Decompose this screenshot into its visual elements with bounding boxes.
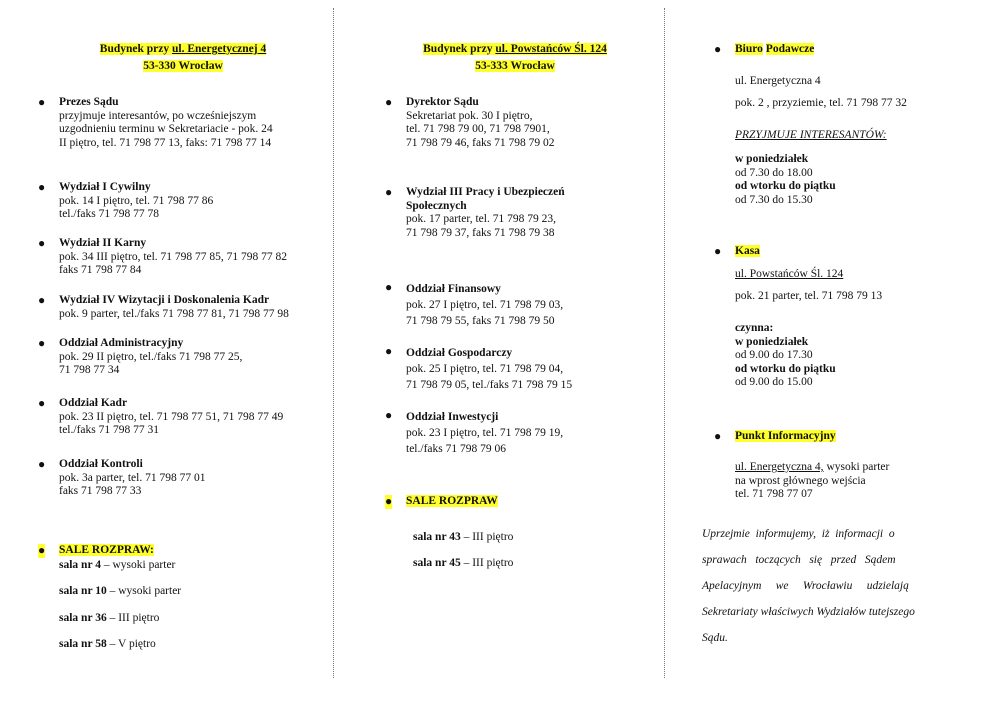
item-line: faks 71 798 77 84 (59, 264, 142, 276)
list-item (385, 96, 555, 150)
hours-line: w poniedziałek (735, 153, 809, 165)
sale-rozpraw-section (385, 495, 498, 509)
item-title: Prezes Sądu (59, 96, 119, 108)
bullet-icon: ● (385, 280, 393, 294)
item-line: pok. 23 I piętro, tel. 71 798 79 19, (406, 427, 564, 439)
bullet-icon: ● (714, 244, 722, 258)
sala-floor: – III piętro (106, 611, 160, 624)
bullet-icon: ● (38, 396, 46, 410)
item-line: pok. 3a parter, tel. 71 798 77 01 (59, 471, 206, 484)
info-line: Sekretariaty właściwych Wydziałów tutejszego (702, 606, 915, 618)
item-title-cont: Społecznych (406, 199, 467, 212)
col1-header-street: ul. Energetycznej 4 (172, 43, 267, 55)
item-line: uzgodnieniu terminu w Sekretariacie - pok. 24 (59, 123, 273, 135)
bullet-icon: ● (385, 408, 393, 422)
list-item (38, 397, 283, 438)
item-line: tel. 71 798 79 00, 71 798 7901, (406, 123, 550, 135)
item-line: 71 798 79 46, faks 71 798 79 02 (406, 136, 555, 149)
hours-line: czynna: (735, 322, 774, 334)
bullet-icon: ● (38, 293, 46, 307)
sale-rozpraw-section (38, 544, 181, 652)
hours-line: od 7.30 do 15.30 (735, 193, 813, 206)
item-line: pok. 23 II piętro, tel. 71 798 77 51, 71 798 77 49 (59, 410, 284, 423)
kasa-address: ul. Powstańców Śl. 124 (735, 268, 844, 280)
list-item (38, 181, 213, 222)
biuro-hours (735, 153, 836, 207)
biuro-address: ul. Energetyczna 4 (735, 75, 821, 87)
item-line: tel./faks 71 798 77 78 (59, 208, 159, 220)
item-title: Wydział IV Wizytacji i Doskonalenia Kadr (59, 294, 270, 306)
item-line: faks 71 798 77 33 (59, 485, 142, 497)
list-item (385, 409, 563, 457)
bullet-icon: ● (385, 185, 393, 199)
bullet-icon: ● (714, 429, 722, 443)
item-line: Sekretariat pok. 30 I piętro, (406, 109, 533, 122)
item-line: II piętro, tel. 71 798 77 13, faks: 71 798 77 14 (59, 136, 272, 149)
bullet-icon: ● (38, 457, 46, 471)
column-info (702, 0, 954, 702)
kasa-hours (735, 322, 836, 390)
list-item (38, 458, 205, 499)
item-line: 71 798 77 34 (59, 364, 120, 376)
col2-header-prefix: Budynek przy (423, 43, 496, 55)
sala-row (413, 557, 513, 571)
bullet-icon: ● (385, 494, 393, 508)
info-line: Sądu. (702, 632, 728, 644)
bullet-icon: ● (38, 180, 46, 194)
biuro-room: pok. 2 , przyziemie, tel. 71 798 77 32 (735, 97, 907, 109)
col1-header-prefix: Budynek przy (99, 43, 172, 55)
bullet-icon: ● (714, 42, 722, 56)
column-energetyczna (38, 0, 328, 702)
bullet-icon: ● (38, 236, 46, 250)
bullet-icon: ● (38, 336, 46, 350)
item-title: Dyrektor Sądu (406, 96, 479, 108)
item-title: Wydział III Pracy i Ubezpieczeń (406, 186, 565, 198)
item-line: 71 798 79 05, tel./faks 71 798 79 15 (406, 379, 573, 391)
item-line: pok. 9 parter, tel./faks 71 798 77 81, 71 798 77 98 (59, 307, 289, 320)
hours-line: od 9.00 do 17.30 (735, 349, 813, 361)
sala-floor: – III piętro (460, 531, 514, 543)
list-item (38, 237, 287, 278)
punkt-title: Punkt Informacyjny (735, 430, 836, 442)
column-divider-left (333, 8, 334, 678)
hours-line: od wtorku do piątku (735, 180, 836, 192)
item-line: pok. 14 I piętro, tel. 71 798 77 86 (59, 194, 214, 207)
col2-header (395, 41, 635, 75)
sala-number: sala nr 10 (59, 585, 107, 597)
col2-header-city: 53-333 Wrocław (475, 60, 555, 72)
sala-floor: – wysoki parter (106, 585, 182, 597)
kasa-title: Kasa (735, 245, 760, 257)
col2-header-line1 (423, 43, 607, 55)
item-line: pok. 25 I piętro, tel. 71 798 79 04, (406, 363, 564, 375)
hours-line: od wtorku do piątku (735, 362, 836, 375)
col1-header (78, 41, 288, 75)
info-paragraph (702, 521, 952, 651)
column-powstancow (385, 0, 660, 702)
item-line: tel./faks 71 798 77 31 (59, 424, 159, 436)
sale-rozpraw-title: SALE ROZPRAW: (59, 544, 154, 556)
punkt-line: na wprost głównego wejścia (735, 474, 866, 487)
sala-floor: – wysoki parter (100, 558, 176, 571)
biuro-podawcze-section (714, 43, 814, 57)
bullet-icon: ● (385, 95, 393, 109)
item-title: Oddział Kontroli (59, 458, 143, 470)
item-line: przyjmuje interesantów, po wcześniejszym (59, 109, 257, 122)
item-title: Oddział Administracyjny (59, 337, 184, 349)
list-item (385, 345, 572, 393)
item-line: 71 798 79 37, faks 71 798 79 38 (406, 226, 555, 239)
sala-floor: – III piętro (460, 557, 514, 569)
info-line: Apelacyjnym we Wrocławiu udzielają (702, 580, 909, 592)
punkt-informacyjny-section (714, 430, 836, 444)
item-line: pok. 29 II piętro, tel./faks 71 798 77 25, (59, 350, 243, 363)
kasa-room: pok. 21 parter, tel. 71 798 79 13 (735, 290, 883, 302)
list-item (38, 337, 242, 378)
punkt-address: ul. Energetyczna 4, (735, 461, 824, 473)
item-title: Oddział Kadr (59, 397, 128, 409)
col1-header-city: 53-330 Wrocław (143, 60, 223, 72)
info-line: sprawach toczących się przed Sądem (702, 554, 896, 566)
list-item (385, 186, 565, 240)
sala-number: sala nr 4 (59, 558, 101, 571)
hours-line: od 7.30 do 18.00 (735, 166, 813, 179)
punkt-line: tel. 71 798 77 07 (735, 488, 813, 500)
sala-number: sala nr 36 (59, 611, 107, 624)
sala-floor: – V piętro (106, 638, 156, 650)
item-line: pok. 34 III piętro, tel. 71 798 77 85, 71 798 77 82 (59, 250, 288, 263)
list-item (385, 281, 563, 329)
item-title: Oddział Finansowy (406, 283, 501, 295)
item-line: pok. 27 I piętro, tel. 71 798 79 03, (406, 299, 564, 311)
item-title: Oddział Gospodarczy (406, 347, 513, 359)
bullet-icon: ● (38, 543, 46, 557)
punkt-address-rest: wysoki parter (823, 461, 890, 473)
col2-header-street: ul. Powstańców Śl. 124 (495, 43, 607, 55)
item-title: Oddział Inwestycji (406, 411, 499, 423)
biuro-note: PRZYJMUJE INTERESANTÓW: (735, 129, 887, 141)
hours-line: od 9.00 do 15.00 (735, 376, 813, 388)
sala-number: sala nr 58 (59, 638, 107, 650)
biuro-title-a: Biuro (735, 43, 763, 55)
item-line: tel./faks 71 798 79 06 (406, 443, 506, 455)
kasa-section (714, 245, 760, 259)
item-line: 71 798 79 55, faks 71 798 79 50 (406, 315, 555, 327)
bullet-icon: ● (38, 95, 46, 109)
column-divider-right (664, 8, 665, 678)
list-item (38, 294, 289, 321)
sala-number: sala nr 43 (413, 531, 461, 543)
sale-rozpraw-title: SALE ROZPRAW (406, 495, 498, 507)
list-item (38, 96, 273, 150)
item-title: Wydział II Karny (59, 237, 147, 249)
item-line: pok. 17 parter, tel. 71 798 79 23, (406, 213, 556, 225)
item-title: Wydział I Cywilny (59, 181, 151, 193)
info-line: Uprzejmie informujemy, iż informacji o (702, 528, 895, 540)
punkt-details (735, 461, 889, 502)
sala-number: sala nr 45 (413, 557, 461, 569)
col1-header-line1 (100, 43, 266, 55)
hours-line: w poniedziałek (735, 335, 809, 348)
bullet-icon: ● (385, 344, 393, 358)
biuro-title-b: Podawcze (765, 43, 815, 55)
sala-row (413, 531, 513, 545)
